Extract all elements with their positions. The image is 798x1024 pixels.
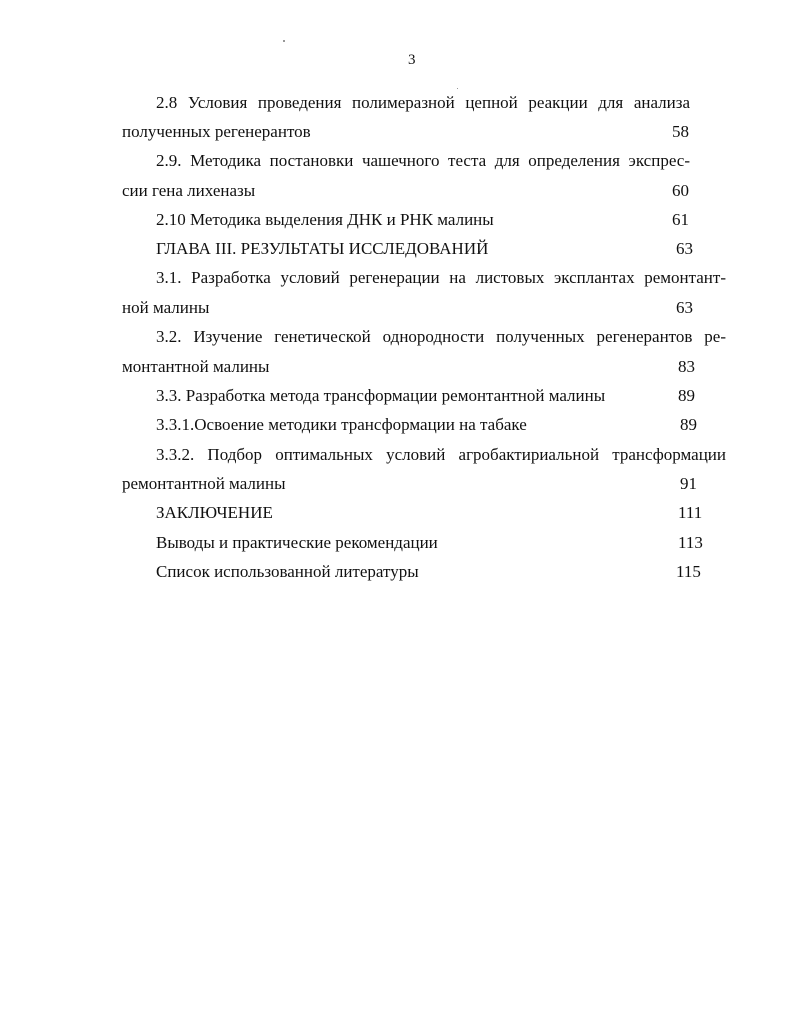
toc-entry-2-10-page: 61: [672, 210, 689, 229]
toc-chapter-3: ГЛАВА III. РЕЗУЛЬТАТЫ ИССЛЕДОВАНИЙ: [156, 239, 489, 258]
toc-entry-3-1-line2: ной малины: [122, 298, 210, 317]
toc-entry-2-9-line1: 2.9. Методика постановки чашечного теста для определения экспрес-: [156, 151, 690, 170]
scan-speck: [283, 40, 285, 42]
toc-conclusion: ЗАКЛЮЧЕНИЕ: [156, 503, 273, 522]
toc-findings-page: 113: [678, 533, 703, 552]
toc-entry-3-2-line1: 3.2. Изучение генетической однородности полученных регенерантов ре-: [156, 327, 726, 346]
page-number: 3: [408, 52, 416, 68]
toc-entry-3-3-2-line2: ремонтантной малины: [122, 474, 286, 493]
toc-entry-3-1-line1: 3.1. Разработка условий регенерации на листовых эксплантах ремонтант-: [156, 268, 726, 287]
toc-entry-3-3-page: 89: [678, 386, 695, 405]
toc-entry-2-9-line2: сии гена лихеназы: [122, 181, 256, 200]
toc-entry-3-2-page: 83: [678, 357, 695, 376]
toc-entry-2-8-line1: 2.8 Условия проведения полимеразной цепной реакции для анализа: [156, 93, 690, 112]
toc-findings: Выводы и практические рекомендации: [156, 533, 438, 552]
toc-entry-3-3: 3.3. Разработка метода трансформации ремонтантной малины: [156, 386, 606, 405]
toc-entry-3-3-2-line1: 3.3.2. Подбор оптимальных условий агробактириальной трансформации: [156, 445, 726, 464]
toc-references-page: 115: [676, 562, 701, 581]
toc-entry-2-8-line2: полученных регенерантов: [122, 122, 311, 141]
toc-entry-2-9-page: 60: [672, 181, 689, 200]
toc-entry-2-8-page: 58: [672, 122, 689, 141]
toc-entry-3-2-line2: монтантной малины: [122, 357, 270, 376]
toc-entry-3-1-page: 63: [676, 298, 693, 317]
toc-entry-2-10: 2.10 Методика выделения ДНК и РНК малины: [156, 210, 494, 229]
scan-speck: [457, 88, 458, 89]
toc-chapter-3-page: 63: [676, 239, 693, 258]
toc-entry-3-3-1-page: 89: [680, 415, 697, 434]
toc-references: Список использованной литературы: [156, 562, 419, 581]
toc-conclusion-page: 111: [678, 503, 703, 522]
toc-entry-3-3-2-page: 91: [680, 474, 697, 493]
toc-entry-3-3-1: 3.3.1.Освоение методики трансформации на табаке: [156, 415, 527, 434]
